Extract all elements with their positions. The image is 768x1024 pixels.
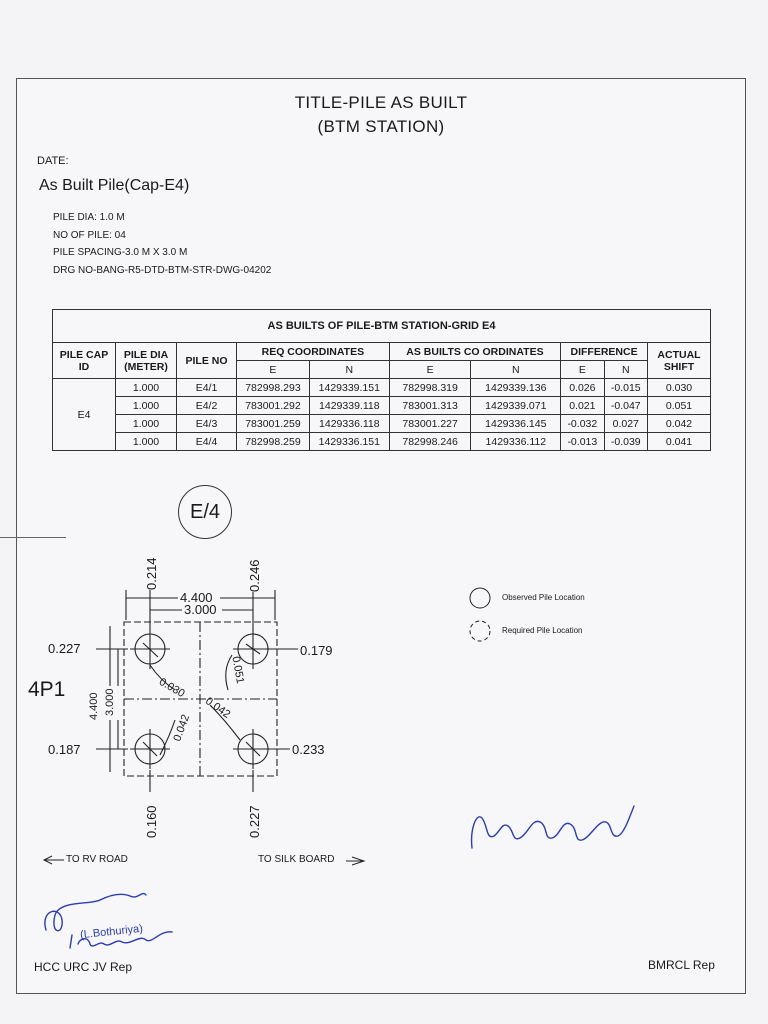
- pile-dia: PILE DIA: 1.0 M: [53, 212, 125, 223]
- cell-shift: 0.030: [648, 379, 711, 397]
- drawing-number: DRG NO-BANG-R5-DTD-BTM-STR-DWG-04202: [53, 264, 272, 276]
- legend-observed-icon: [470, 588, 490, 608]
- dim-left-bottom: 0.187: [48, 742, 81, 757]
- cell-dia: 1.000: [116, 379, 177, 397]
- header-pile-cap: PILE CAP ID: [53, 343, 116, 379]
- cell-pile-no: E4/3: [177, 415, 237, 433]
- cell-diff-n: -0.015: [604, 379, 647, 397]
- cell-shift: 0.051: [648, 397, 711, 415]
- cell-req-n: 1429336.118: [309, 415, 389, 433]
- subheader-e: E: [561, 361, 604, 379]
- subheader-n: N: [604, 361, 647, 379]
- legend-observed: Observed Pile Location: [502, 593, 585, 602]
- cell-req-e: 782998.293: [237, 379, 310, 397]
- title-line-2: (BTM STATION): [317, 117, 445, 136]
- cap-label: 4P1: [28, 678, 66, 701]
- dim-outer-horizontal: 4.400: [180, 590, 213, 605]
- cell-req-n: 1429336.151: [309, 433, 389, 451]
- cell-diff-n: -0.047: [604, 397, 647, 415]
- cell-ab-e: 783001.227: [389, 415, 471, 433]
- subheader-n: N: [471, 361, 561, 379]
- cell-pile-no: E4/4: [177, 433, 237, 451]
- pile-spacing: PILE SPACING-3.0 M X 3.0 M: [53, 247, 188, 258]
- subtitle: As Built Pile(Cap-E4): [39, 177, 190, 194]
- header-actual-shift: ACTUAL SHIFT: [648, 343, 711, 379]
- subheader-n: N: [309, 361, 389, 379]
- cell-req-e: 783001.259: [237, 415, 310, 433]
- cell-req-e: 782998.259: [237, 433, 310, 451]
- cell-ab-n: 1429339.136: [471, 379, 561, 397]
- dim-right-top: 0.179: [300, 643, 333, 658]
- legend-required: Required Pile Location: [502, 626, 583, 635]
- subheader-e: E: [237, 361, 310, 379]
- legend-required-icon: [470, 621, 490, 641]
- dim-top-right: 0.246: [247, 559, 262, 592]
- dim-left-top: 0.227: [48, 641, 81, 656]
- cell-diff-e: 0.026: [561, 379, 604, 397]
- arrow-right-icon: [346, 857, 364, 865]
- subheader-e: E: [389, 361, 471, 379]
- dim-vertical-inner: 3.000: [104, 688, 116, 716]
- shift-label-3: 0.042: [171, 713, 193, 743]
- dim-top-left: 0.214: [144, 557, 159, 590]
- cell-ab-e: 782998.319: [389, 379, 471, 397]
- shift-label-2: 0.051: [229, 655, 247, 685]
- cell-shift: 0.041: [648, 433, 711, 451]
- cell-diff-e: -0.013: [561, 433, 604, 451]
- cell-ab-e: 782998.246: [389, 433, 471, 451]
- header-difference: DIFFERENCE: [561, 343, 648, 361]
- cell-pile-no: E4/1: [177, 379, 237, 397]
- cell-dia: 1.000: [116, 415, 177, 433]
- cell-dia: 1.000: [116, 397, 177, 415]
- dim-vertical-outer: 4.400: [88, 692, 100, 720]
- header-req-coordinates: REQ COORDINATES: [237, 343, 390, 361]
- shift-label-4: 0.042: [203, 695, 233, 721]
- title-line-1: TITLE-PILE AS BUILT: [294, 93, 468, 112]
- cell-req-n: 1429339.151: [309, 379, 389, 397]
- signature-left-name: (L.Bothuriya): [79, 922, 144, 942]
- cell-shift: 0.042: [648, 415, 711, 433]
- cell-req-e: 783001.292: [237, 397, 310, 415]
- rep-right: BMRCL Rep: [648, 958, 715, 972]
- arrow-left-icon: [44, 856, 64, 864]
- cell-ab-n: 1429339.071: [471, 397, 561, 415]
- header-pile-no: PILE NO: [177, 343, 237, 379]
- rep-left: HCC URC JV Rep: [34, 960, 133, 974]
- cell-dia: 1.000: [116, 433, 177, 451]
- dim-inner-horizontal: 3.000: [184, 602, 217, 617]
- cap-id-cell: E4: [53, 379, 116, 451]
- cell-ab-n: 1429336.145: [471, 415, 561, 433]
- header-pile-dia: PILE DIA (METER): [116, 343, 177, 379]
- direction-right: TO SILK BOARD: [258, 854, 335, 865]
- dim-bottom-right: 0.227: [247, 805, 262, 838]
- direction-left: TO RV ROAD: [66, 854, 128, 865]
- header-as-built-coordinates: AS BUILTS CO ORDINATES: [389, 343, 560, 361]
- signature-right-icon: [472, 806, 634, 848]
- grid-bubble: E/4: [178, 485, 232, 539]
- cell-ab-e: 783001.313: [389, 397, 471, 415]
- dim-right-bottom: 0.233: [292, 742, 325, 757]
- cell-diff-n: 0.027: [604, 415, 647, 433]
- cell-pile-no: E4/2: [177, 397, 237, 415]
- table-caption: AS BUILTS OF PILE-BTM STATION-GRID E4: [53, 310, 711, 343]
- no-of-pile: NO OF PILE: 04: [53, 229, 126, 241]
- date-label: DATE:: [37, 155, 69, 167]
- cell-req-n: 1429339.118: [309, 397, 389, 415]
- shift-label-1: 0.030: [156, 675, 187, 701]
- cell-diff-e: 0.021: [561, 397, 604, 415]
- cell-diff-e: -0.032: [561, 415, 604, 433]
- cell-diff-n: -0.039: [604, 433, 647, 451]
- cell-ab-n: 1429336.112: [471, 433, 561, 451]
- dim-bottom-left: 0.160: [144, 805, 159, 838]
